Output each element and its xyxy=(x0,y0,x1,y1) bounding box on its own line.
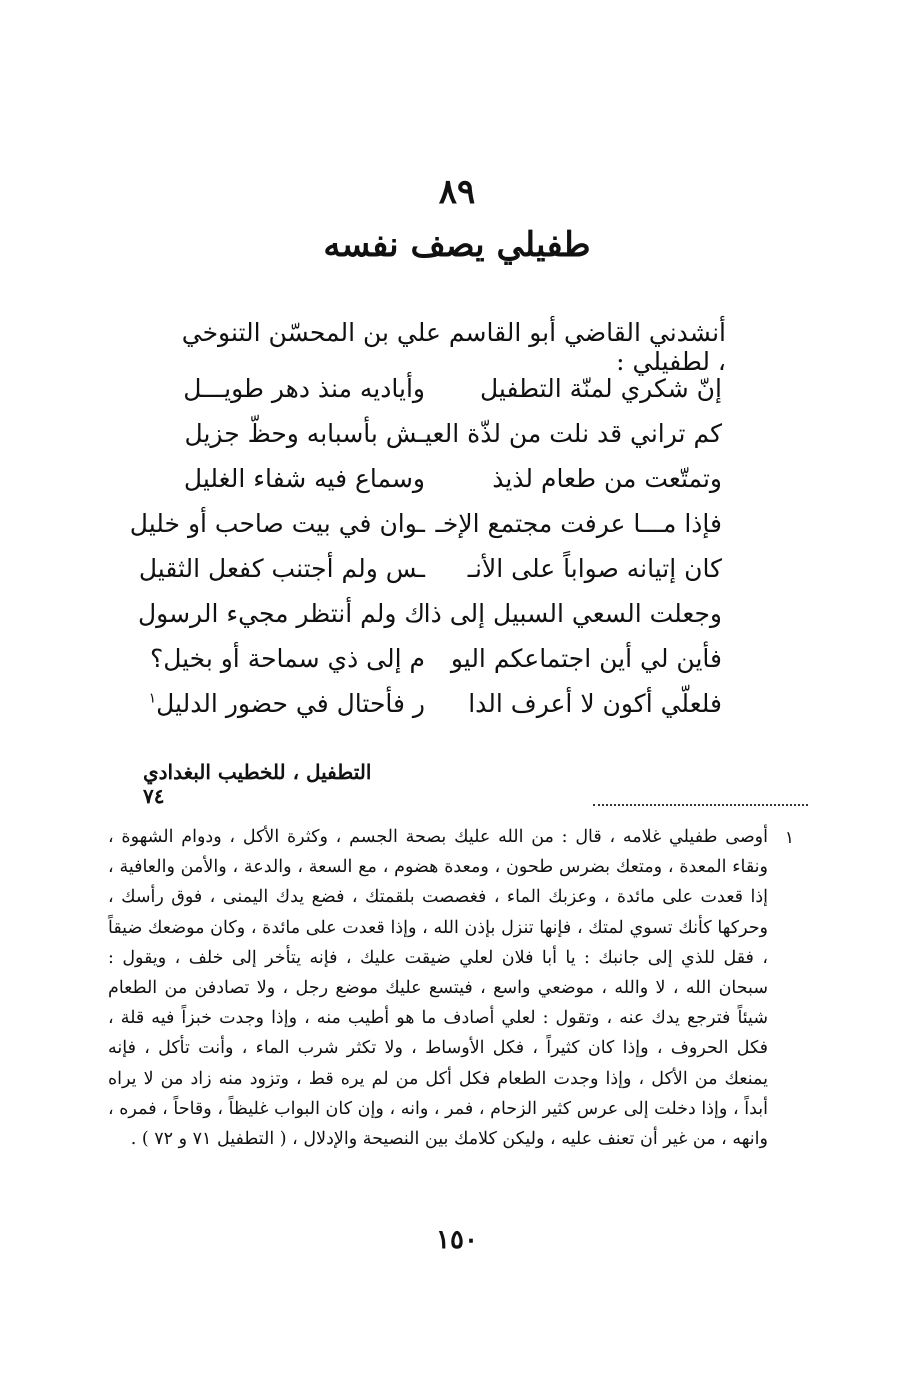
verse-line xyxy=(0,689,914,729)
verse-second-hemistich: ـوان في بيت صاحب أو خليل xyxy=(129,509,425,538)
verse-first-hemistich: فلعلّي أكون لا أعرف الدا xyxy=(468,689,722,718)
footnote-text: أوصى طفيلي غلامه ، قال : من الله عليك بصحة الجسم ، وكثرة الأكل ، ودوام الشهوة ، ونقاء المعدة ، ومتعك بضرس طحون ، ومعدة هضوم ، مع السعة ، والدعة ، والأمن والعافية ، إذا قعدت على مائدة ، وعزبك الماء ، فغصصت بلقمتك ، فضع يدك اليمنى ، فوق رأسك ، وحركها كأنك تسوي لمتك ، فإنها تنزل بإذن الله ، وإذا قعدت على مائدة ، وكان موضعك ضيقاً ، فقل للذي إلى جانبك : يا أبا فلان لعلي ضيقت عليك ، فإنه يتأخر إلى خلف ، ويقول : سبحان الله ، لا والله ، موضعي واسع ، فيتسع عليك موضع رجل ، ولا تصادفن من الطعام شيئاً فترجع يدك عنه ، وتقول : لعلي أصادف ما هو أطيب منه ، وإذا وجدت خبزاً فيه قلة ، فكل الحروف ، وإذا كان كثيراً ، فكل الأوساط ، ولا تكثر شرب الماء ، وأنت تأكل ، فإنه يمنعك من الأكل ، وإذا وجدت الطعام فكل أكل من لم يره قط ، وتزود منه زاد من لا يراه أبداً ، وإذا دخلت إلى عرس كثير الزحام ، فمر ، وانه ، وإن كان البواب غليظاً ، وقاحاً ، فمره ، وانهه ، من غير أن تعنف عليه ، وليكن كلامك بين النصيحة والإدلال ، ( التطفيل ٧١ و ٧٢ ) . xyxy=(108,827,768,1150)
verse-second-hemistich: ـش بأسبابه وحظّ جزيل xyxy=(184,419,425,448)
verse-line xyxy=(0,509,914,549)
verse-first-hemistich: فإذا مـــا عرفت مجتمع الإخـ xyxy=(435,509,722,538)
verse-line xyxy=(0,644,914,684)
source-citation: التطفيل ، للخطيب البغدادي ٧٤ xyxy=(143,760,372,808)
verse-line xyxy=(0,419,914,459)
verse-first-hemistich: وجعلت السعي السبيل إلى ذا xyxy=(423,599,722,628)
verse-line xyxy=(0,464,914,504)
verse-line xyxy=(0,374,914,414)
verse-first-hemistich: فأين لي أين اجتماعكم اليو xyxy=(450,644,722,673)
verse-line xyxy=(0,554,914,594)
chapter-title: طفيلي يصف نفسه xyxy=(323,225,591,265)
verse-second-hemistich: ـس ولم أجتنب كفعل الثقيل xyxy=(138,554,425,583)
footnote-divider xyxy=(593,804,808,806)
page-number: ١٥٠ xyxy=(436,1225,478,1255)
verse-second-hemistich: ك ولم أنتظر مجيء الرسول xyxy=(138,599,425,628)
verse-second-hemistich xyxy=(148,689,425,718)
verse-first-hemistich: وتمتّعت من طعام لذيذ xyxy=(492,464,722,493)
footnote-marker: ١ xyxy=(784,828,794,848)
verse-line xyxy=(0,599,914,639)
verse-second-hemistich: م إلى ذي سماحة أو بخيل؟ xyxy=(149,644,425,673)
verse-first-hemistich: كم تراني قد نلت من لذّة العيـ xyxy=(417,419,722,448)
verse-first-hemistich: إنّ شكري لمنّة التطفيل xyxy=(479,374,722,403)
verse-second-hemistich-text: ر فأحتال في حضور الدليل xyxy=(156,689,425,718)
footnote-reference: ١ xyxy=(148,690,157,707)
chapter-number: ٨٩ xyxy=(438,172,476,212)
verse-second-hemistich: وأياديه منذ دهر طويـــل xyxy=(183,374,425,403)
intro-line: أنشدني القاضي أبو القاسم علي بن المحسّن التنوخي ، لطفيلي : xyxy=(181,318,726,376)
verse-first-hemistich: كان إتيانه صواباً على الأنـ xyxy=(467,554,722,583)
verse-second-hemistich: وسماع فيه شفاء الغليل xyxy=(183,464,425,493)
